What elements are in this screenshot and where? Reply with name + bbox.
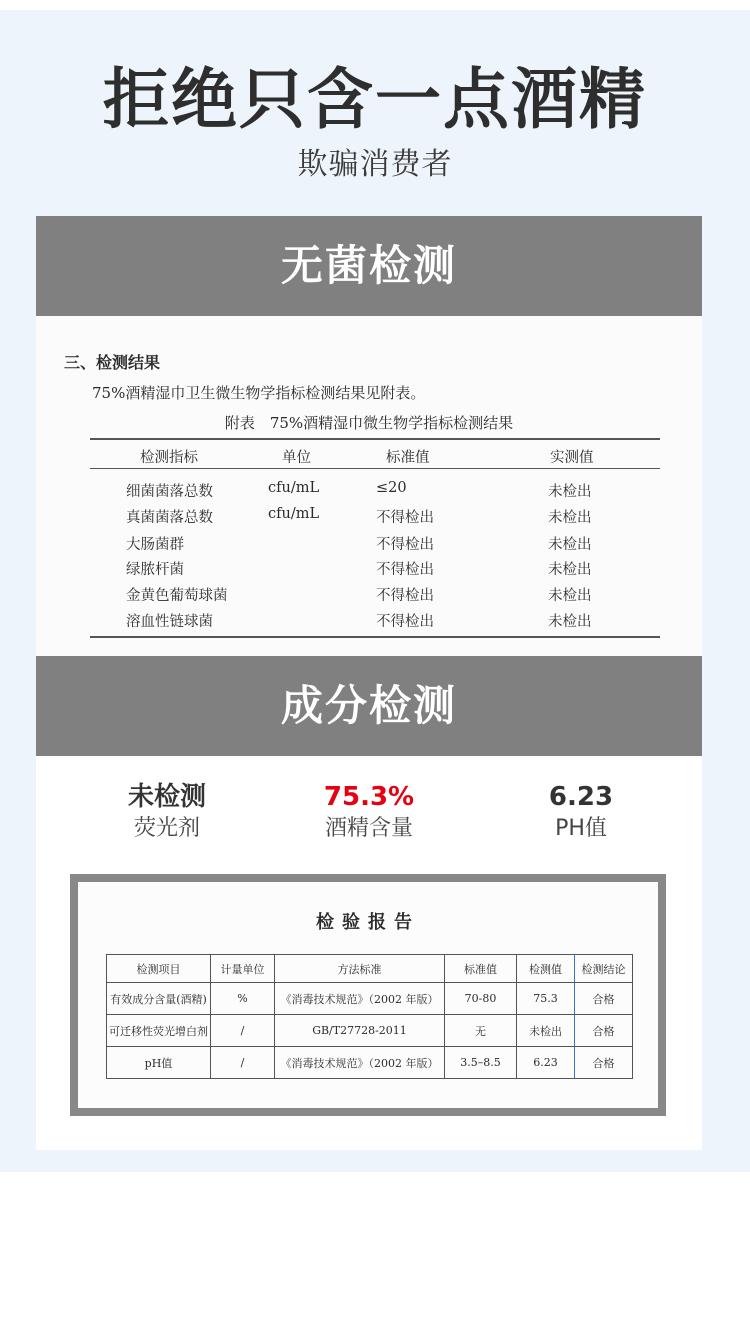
table-header-rule — [90, 468, 660, 469]
table-row — [36, 584, 702, 610]
cell-method: 《消毒技术规范》（2002 年版） — [275, 1047, 445, 1079]
header-standard: 标准值 — [445, 955, 517, 983]
cell-item: pH值 — [107, 1047, 211, 1079]
cell-method: GB/T27728-2011 — [275, 1015, 445, 1047]
cell-measured: 未检出 — [548, 588, 592, 604]
hero-title: 拒绝只含一点酒精 — [103, 61, 647, 138]
cell-indicator: 溶血性链球菌 — [126, 614, 213, 630]
cell-unit: cfu/mL — [268, 480, 320, 496]
table-row — [107, 1047, 633, 1079]
cell-measured: 未检出 — [548, 484, 592, 500]
stat-value: 未检测 — [127, 782, 206, 812]
header-measured: 检测值 — [517, 955, 575, 983]
table-row — [107, 1015, 633, 1047]
header-conclusion: 检测结论 — [575, 955, 633, 983]
table-top-rule — [90, 438, 660, 440]
stat-label: 荧光剂 — [133, 816, 200, 841]
cell-measured: 未检出 — [548, 510, 592, 526]
stat-fluorescent — [56, 780, 278, 844]
header-unit: 单位 — [282, 450, 311, 466]
cell-conclusion: 合格 — [575, 1047, 633, 1079]
table-row — [36, 558, 702, 584]
cell-item: 有效成分含量(酒精) — [107, 983, 211, 1015]
cell-measured: 未检出 — [517, 1015, 575, 1047]
header-method: 方法标准 — [275, 955, 445, 983]
header-item: 检测项目 — [107, 955, 211, 983]
cell-standard: ≤20 — [376, 480, 407, 496]
cell-indicator: 绿脓杆菌 — [126, 562, 184, 578]
cell-measured: 未检出 — [548, 537, 592, 553]
table-row — [36, 480, 702, 506]
table-bottom-rule — [90, 636, 660, 638]
hero-subtitle: 欺骗消费者 — [297, 147, 453, 182]
cell-standard: 无 — [445, 1015, 517, 1047]
inspection-report-scan — [70, 874, 666, 1116]
table-row — [36, 506, 702, 532]
inspection-report-title: 检验报告 — [316, 912, 420, 933]
cell-standard: 70-80 — [445, 983, 517, 1015]
report-intro: 75%酒精湿巾卫生微生物学指标检测结果见附表。 — [92, 384, 426, 402]
table-row — [107, 983, 633, 1015]
stat-alcohol — [258, 780, 480, 844]
stat-value: 6.23 — [548, 782, 614, 812]
header-measured: 实测值 — [550, 450, 594, 466]
microbiology-report-scan — [36, 316, 702, 656]
cell-standard: 不得检出 — [376, 614, 434, 630]
cell-item: 可迁移性荧光增白剂 — [107, 1015, 211, 1047]
cell-standard: 不得检出 — [376, 537, 434, 553]
stat-ph — [470, 780, 692, 844]
stat-label: 酒精含量 — [324, 816, 413, 841]
cell-unit: / — [211, 1015, 275, 1047]
cell-unit: cfu/mL — [268, 506, 320, 522]
cell-standard: 不得检出 — [376, 562, 434, 578]
table-row — [36, 610, 702, 636]
stat-value: 75.3% — [323, 782, 415, 812]
cell-unit: / — [211, 1047, 275, 1079]
header-indicator: 检测指标 — [140, 450, 198, 466]
cell-standard: 不得检出 — [376, 510, 434, 526]
cell-measured: 未检出 — [548, 562, 592, 578]
table-header-row — [107, 955, 633, 983]
inspection-table — [106, 954, 633, 1079]
cell-standard: 不得检出 — [376, 588, 434, 604]
cell-indicator: 金黄色葡萄球菌 — [126, 588, 228, 604]
cell-conclusion: 合格 — [575, 1015, 633, 1047]
header-unit: 计量单位 — [211, 955, 275, 983]
ingredient-test-banner: 成分检测 — [36, 656, 702, 756]
cell-method: 《消毒技术规范》（2002 年版） — [275, 983, 445, 1015]
cell-indicator: 大肠菌群 — [126, 537, 184, 553]
cell-standard: 3.5–8.5 — [445, 1047, 517, 1079]
cell-measured: 75.3 — [517, 983, 575, 1015]
header-standard: 标准值 — [386, 450, 430, 466]
report-table-caption: 附表 75%酒精湿巾微生物学指标检测结果 — [224, 414, 514, 432]
cell-indicator: 真菌菌落总数 — [126, 510, 213, 526]
cell-measured: 未检出 — [548, 614, 592, 630]
report-section-heading: 三、检测结果 — [64, 353, 161, 372]
cell-indicator: 细菌菌落总数 — [126, 484, 213, 500]
table-row — [36, 533, 702, 559]
stat-label: PH值 — [555, 816, 607, 841]
sterile-test-banner: 无菌检测 — [36, 216, 702, 316]
cell-measured: 6.23 — [517, 1047, 575, 1079]
cell-conclusion: 合格 — [575, 983, 633, 1015]
content-card — [36, 216, 702, 1150]
cell-unit: % — [211, 983, 275, 1015]
